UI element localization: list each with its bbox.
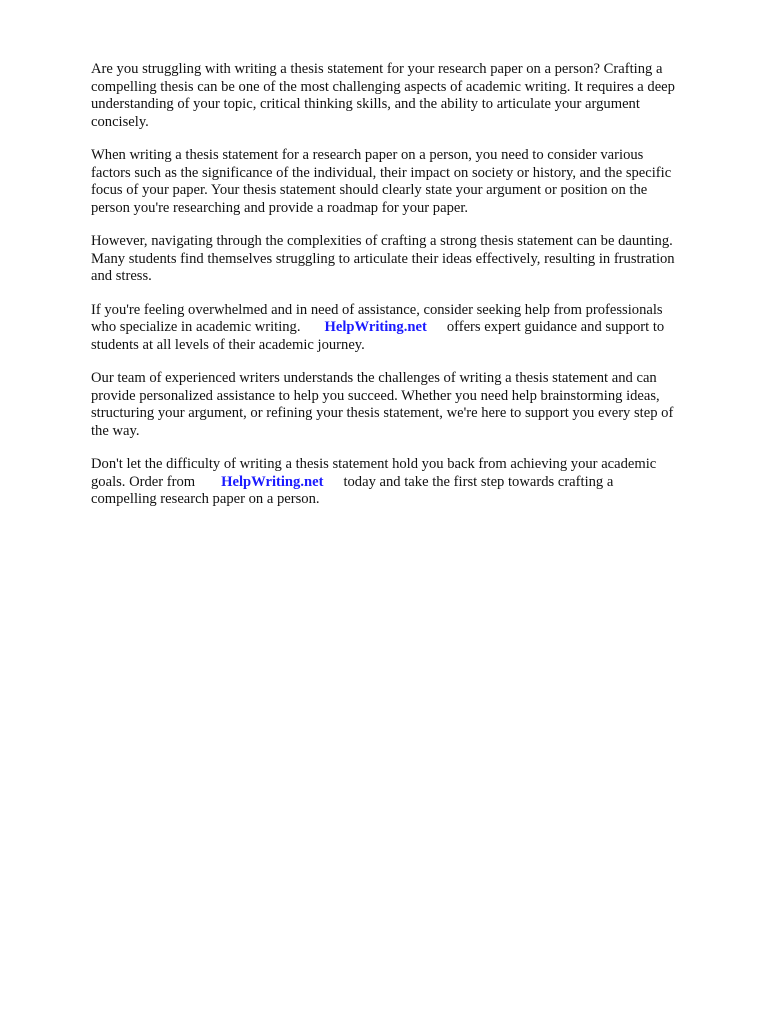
text-line: focus of your paper. Your thesis statement should clearly state your argument or position on the [91, 182, 648, 198]
text-line: factors such as the significance of the individual, their impact on society or history, and the specific [91, 164, 672, 181]
text-line: Don't let the difficulty of writing a thesis statement hold you back from achieving your academic [91, 456, 657, 472]
text-line-with-link [91, 319, 719, 337]
helpwriting-link[interactable]: HelpWriting.net [324, 319, 427, 335]
paragraph-intro [91, 61, 719, 131]
text-line: structuring your argument, or refining your thesis statement, we're here to support you every step of [91, 405, 674, 421]
text-line: When writing a thesis statement for a research paper on a person, you need to consider various [91, 147, 644, 163]
text-line: compelling research paper on a person. [91, 491, 320, 507]
text-line: the way. [91, 422, 140, 439]
text-segment: offers expert guidance and support to [446, 319, 665, 335]
paragraph-challenges [91, 233, 719, 286]
text-line: students at all levels of their academic journey. [91, 336, 365, 353]
paragraph-assistance [91, 302, 719, 355]
text-line: Are you struggling with writing a thesis statement for your research paper on a person? Crafting a [91, 61, 663, 77]
text-line: understanding of your topic, critical thinking skills, and the ability to articulate your argument [91, 96, 640, 112]
paragraph-team [91, 370, 719, 440]
text-segment: goals. Order from [91, 473, 196, 490]
text-line: and stress. [91, 268, 152, 284]
text-line: concisely. [91, 113, 149, 130]
text-line: compelling thesis can be one of the most challenging aspects of academic writing. It requires a deep [91, 78, 675, 95]
paragraph-call-to-action [91, 456, 719, 509]
text-line: Our team of experienced writers understands the challenges of writing a thesis statement and can [91, 370, 657, 386]
text-line: person you're researching and provide a roadmap for your paper. [91, 199, 469, 216]
text-line: provide personalized assistance to help you succeed. Whether you need help brainstorming ideas, [91, 387, 660, 404]
text-segment: today and take the first step towards crafting a [343, 473, 614, 490]
text-segment: who specialize in academic writing. [91, 319, 301, 335]
text-line-with-link [91, 474, 719, 492]
helpwriting-link[interactable]: HelpWriting.net [221, 473, 324, 490]
document-body [91, 61, 719, 525]
text-line: Many students find themselves struggling to articulate their ideas effectively, resulting in frustration [91, 250, 675, 267]
paragraph-considerations [91, 147, 719, 217]
text-line: However, navigating through the complexities of crafting a strong thesis statement can be daunting. [91, 233, 673, 249]
text-line: If you're feeling overwhelmed and in need of assistance, consider seeking help from professionals [91, 301, 663, 318]
